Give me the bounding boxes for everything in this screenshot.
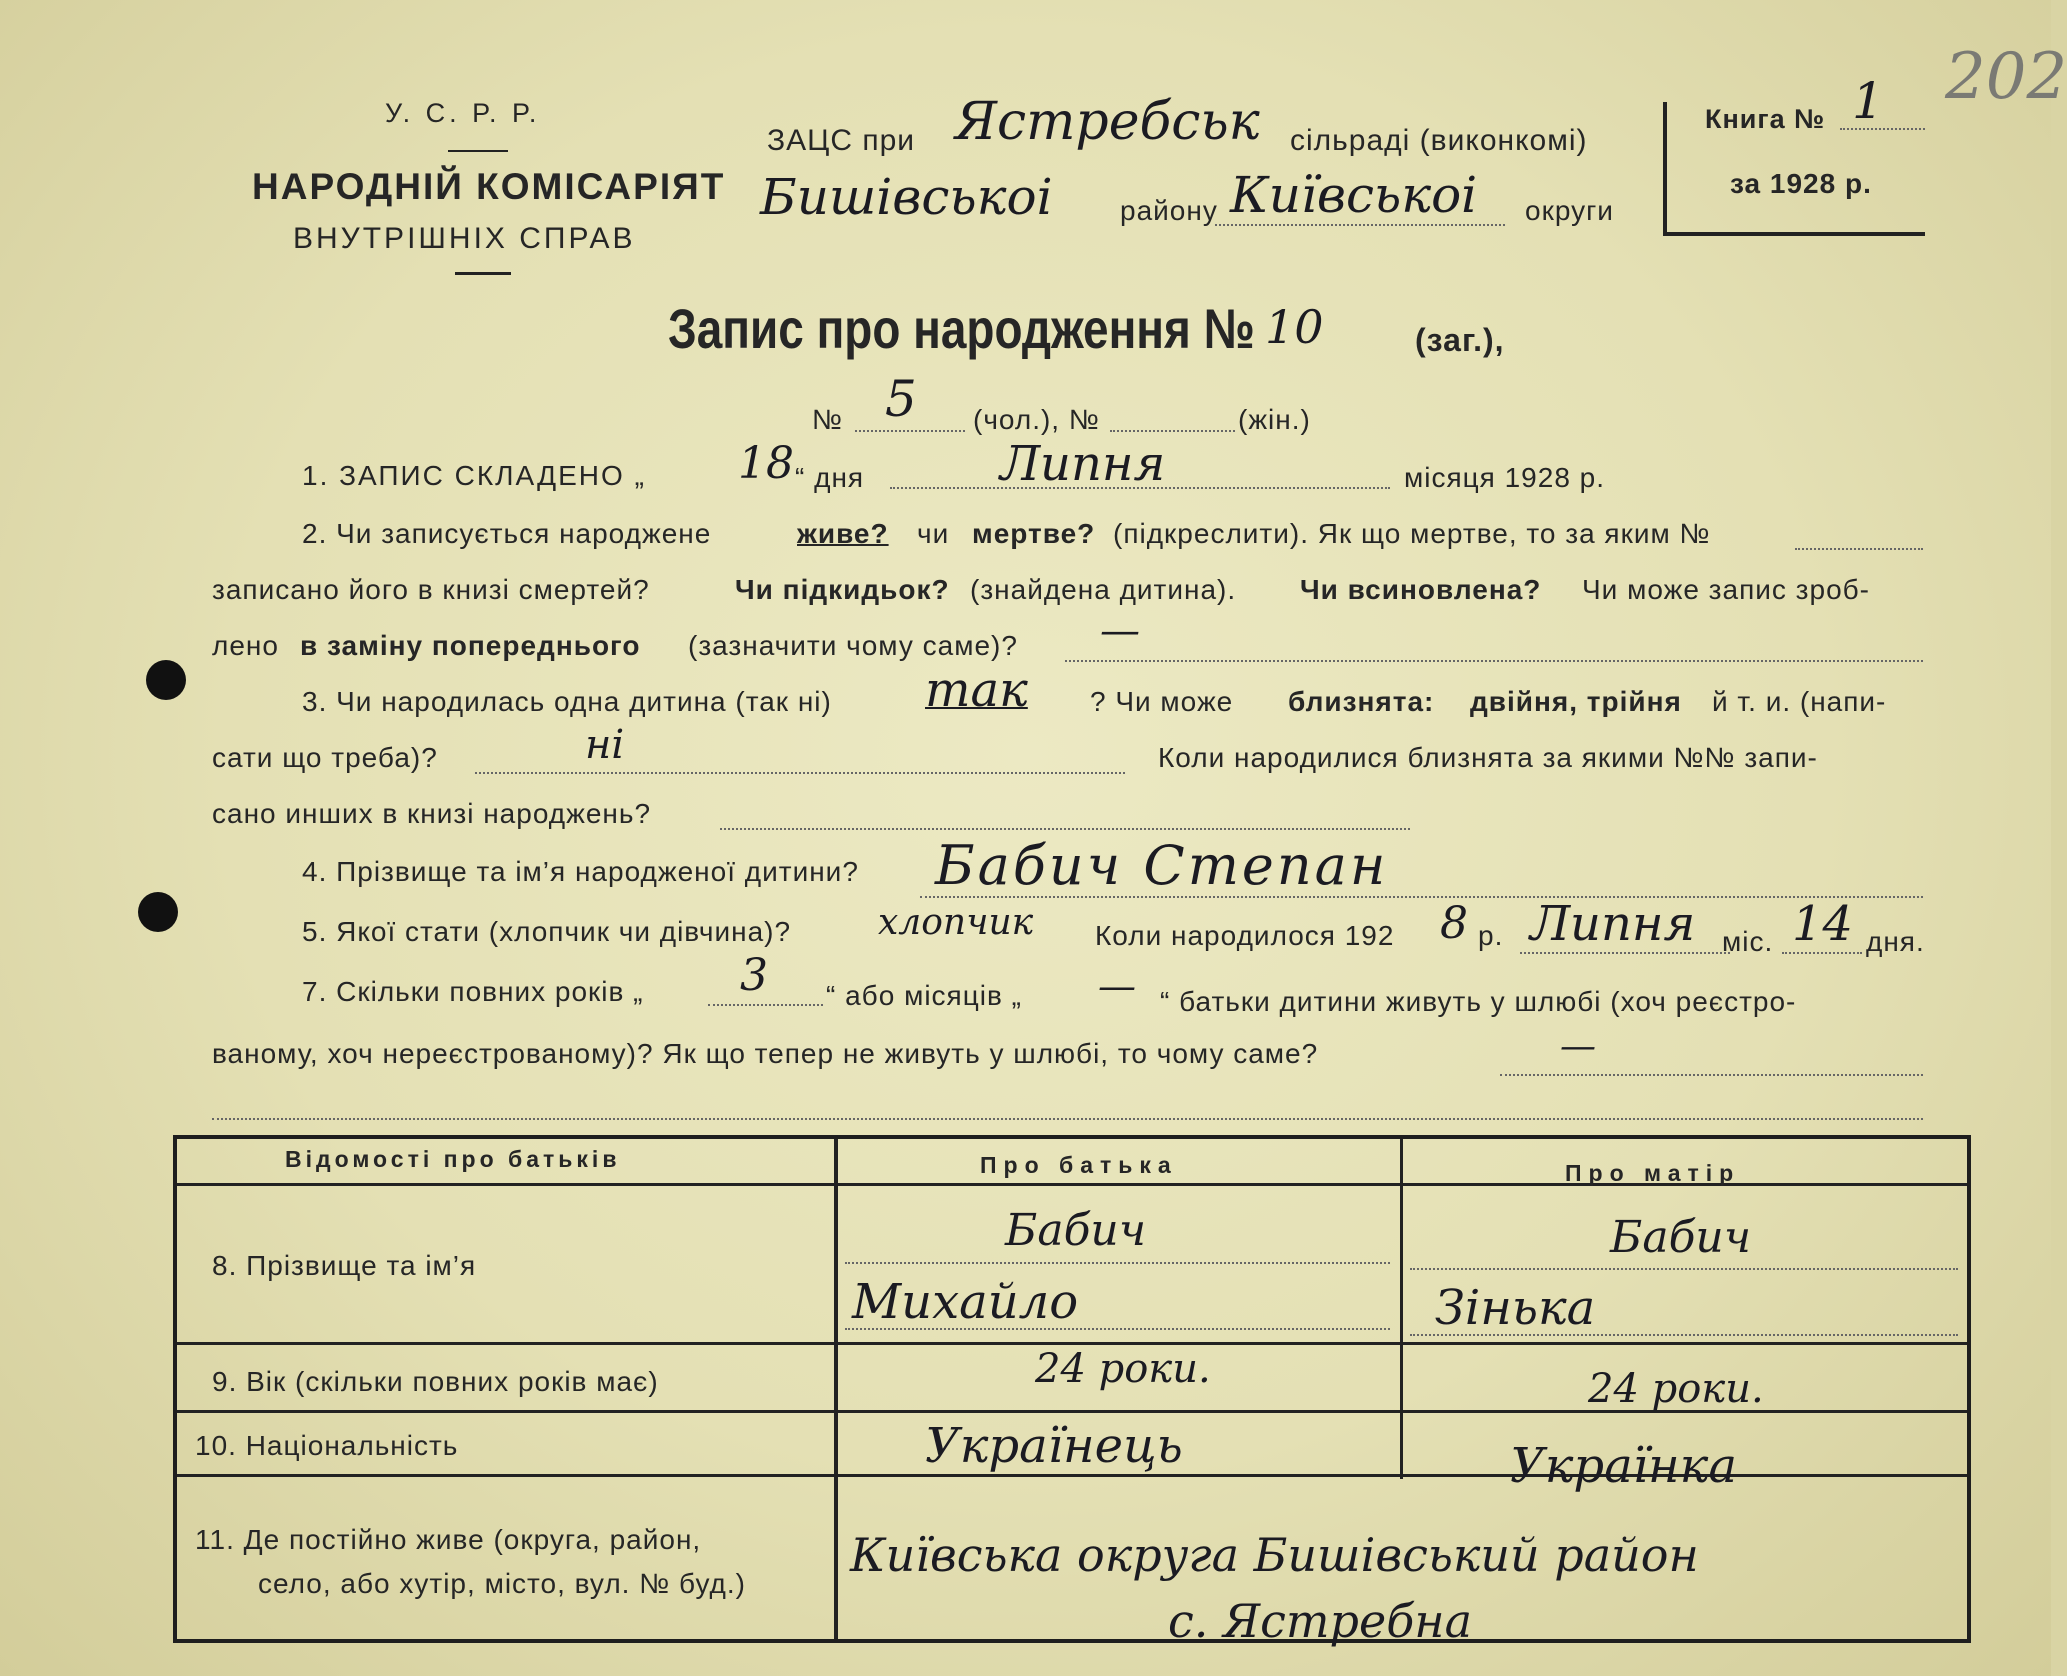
- q5-answer-handwritten: хлопчик: [878, 902, 1034, 943]
- q3-line3: сано инших в книзі народжень?: [212, 798, 652, 829]
- q3-types: двійня, трійня: [1470, 686, 1682, 717]
- q3-line2-b: Коли народилися близнята за якими №№ запи-: [1158, 742, 1818, 773]
- male-number-dots: [855, 430, 965, 432]
- table-col-mother: Про матір: [1565, 1160, 1741, 1186]
- r10-mother-handwritten: Українка: [1510, 1438, 1737, 1494]
- q7-answer-handwritten: —: [1560, 1026, 1596, 1067]
- q7-months-handwritten: —: [1098, 964, 1136, 1008]
- r8-father-surname-handwritten: Бабич: [1005, 1205, 1147, 1256]
- table-row8-line: [177, 1342, 1967, 1345]
- q2-dead: мертве?: [972, 518, 1096, 549]
- r8-mother-dots-1: [1410, 1268, 1958, 1270]
- table-col2-divider: [1400, 1139, 1403, 1479]
- r11-label-1: 11. Де постійно живе (округа, район,: [195, 1524, 702, 1555]
- q7-dots-2: [1500, 1074, 1923, 1076]
- q3-line2-a: сати що треба)?: [212, 742, 438, 773]
- q2-dots-1: [1795, 548, 1923, 550]
- header-divider: [448, 150, 508, 152]
- punch-hole-lower: [138, 892, 178, 932]
- q5-r-label: р.: [1478, 920, 1504, 951]
- table-col1-divider: [834, 1139, 838, 1639]
- q7-months-label: “ або місяців „: [826, 980, 1022, 1011]
- q2-dots-3: [1065, 660, 1923, 662]
- q7-line1-c: “ батьки дитини живуть у шлюбі (хоч реєстро-: [1160, 986, 1797, 1017]
- q4-label: 4. Прізвище та ім’я народженої дитини?: [302, 856, 859, 887]
- q2-foundling: Чи підкидьок?: [735, 574, 950, 605]
- table-col-father: Про батька: [980, 1152, 1178, 1178]
- r8-mother-name-handwritten: Зінька: [1435, 1280, 1596, 1336]
- r8-mother-surname-handwritten: Бабич: [1610, 1212, 1752, 1263]
- record-general-label: (заг.),: [1415, 322, 1505, 358]
- r10-label: 10. Національність: [195, 1430, 459, 1461]
- r11-label-2: село, або хутір, місто, вул. № буд.): [258, 1568, 746, 1599]
- q1-day-label: “ дня: [795, 462, 865, 493]
- zags-label: ЗАЦС при: [767, 124, 916, 157]
- male-number-handwritten: 5: [885, 370, 917, 428]
- r11-address-line1-handwritten: Київська округа Бишівський район: [850, 1528, 1699, 1582]
- q4-answer-handwritten: Бабич Степан: [935, 834, 1389, 897]
- book-box-bottom-border: [1663, 232, 1925, 236]
- corner-number-handwritten: 202: [1945, 40, 2067, 114]
- q5-label: 5. Якої стати (хлопчик чи дівчина)?: [302, 916, 792, 947]
- book-label: Книга №: [1705, 104, 1826, 134]
- female-number-dots: [1110, 430, 1235, 432]
- district-label: району: [1120, 195, 1218, 226]
- q3-twins: близнята:: [1288, 686, 1435, 717]
- q7-label: 7. Скільки повних років „: [302, 976, 644, 1007]
- r9-father-handwritten: 24 роки.: [1035, 1346, 1211, 1392]
- male-label: (чол.), №: [973, 404, 1100, 435]
- q7-line2: ваному, хоч нереєстрованому)? Як що тепер не живуть у шлюбі, то чому саме?: [212, 1038, 1319, 1069]
- r9-label: 9. Вік (скільки повних років має): [212, 1366, 659, 1397]
- q5-dnya-label: дня.: [1866, 926, 1925, 957]
- q3-dots-2: [475, 772, 1125, 774]
- r10-father-handwritten: Українець: [925, 1418, 1183, 1474]
- q7-dots-3: [212, 1118, 1923, 1120]
- book-year: за 1928 р.: [1730, 168, 1872, 199]
- q3-line1-a: 3. Чи народилась одна дитина (так ні): [302, 686, 832, 717]
- punch-hole-upper: [146, 660, 186, 700]
- q7-years-handwritten: 3: [740, 950, 768, 1001]
- internal-affairs-heading: ВНУТРІШНІХ СПРАВ: [293, 222, 636, 255]
- commissariat-heading: НАРОДНІЙ КОМІСАРІЯТ: [252, 166, 726, 207]
- q2-replace: в заміну попереднього: [300, 630, 641, 661]
- q5-month-handwritten: Липня: [1530, 896, 1696, 952]
- q2-adopted: Чи всиновлена?: [1300, 574, 1542, 605]
- okrug-dotted-line: [1215, 224, 1505, 226]
- okrug-label: округи: [1525, 195, 1614, 226]
- q2-line3-a: лено: [212, 630, 279, 661]
- q2-line1-a: 2. Чи записується народжене: [302, 518, 712, 549]
- q3-answer-handwritten: так: [925, 662, 1028, 718]
- q1-suffix: місяця 1928 р.: [1404, 462, 1606, 493]
- record-number-handwritten: 10: [1265, 300, 1324, 354]
- r8-father-dots-1: [845, 1262, 1390, 1264]
- q5-year-handwritten: 8: [1440, 898, 1468, 949]
- r11-address-line2-handwritten: с. Ястребна: [1168, 1594, 1473, 1648]
- q2-alive-underlined: живе?: [797, 518, 889, 549]
- q2-line2-a: записано його в книзі смертей?: [212, 574, 650, 605]
- q3-line1-c: й т. и. (напи-: [1712, 686, 1887, 717]
- district-handwritten: Бишівськоі: [760, 168, 1053, 226]
- header-divider-bottom: [455, 272, 511, 275]
- q3-line1-b: ? Чи може: [1090, 686, 1234, 717]
- q2-line1-b: чи: [917, 518, 950, 549]
- r8-label: 8. Прізвище та ім’я: [212, 1250, 477, 1281]
- q5-born-label: Коли народилося 192: [1095, 920, 1395, 951]
- number-sign: №: [812, 404, 844, 435]
- q5-day-handwritten: 14: [1792, 896, 1854, 952]
- q5-day-dots: [1782, 952, 1862, 954]
- village-council-suffix: сільраді (виконкомі): [1290, 124, 1588, 157]
- q1-day-handwritten: 18: [738, 438, 794, 489]
- q2-line1-c: (підкреслити). Як що мертве, то за яким №: [1113, 518, 1711, 549]
- q2-line2-b: (знайдена дитина).: [970, 574, 1237, 605]
- q5-month-dots: [1520, 952, 1730, 954]
- r8-father-name-handwritten: Михайло: [852, 1274, 1079, 1330]
- book-number-handwritten: 1: [1852, 72, 1884, 130]
- q1-label: 1. ЗАПИС СКЛАДЕНО „: [302, 460, 646, 491]
- okrug-handwritten: Київськоі: [1230, 166, 1478, 224]
- q7-years-dots: [708, 1004, 823, 1006]
- book-box-left-border: [1663, 102, 1667, 234]
- q2-line3-b: (зазначити чому саме)?: [688, 630, 1018, 661]
- q2-line2-c: Чи може запис зроб-: [1582, 574, 1871, 605]
- ussr-heading: У. С. Р. Р.: [385, 98, 541, 128]
- r9-mother-handwritten: 24 роки.: [1588, 1366, 1764, 1412]
- q5-mis-label: міс.: [1722, 926, 1774, 957]
- q3-dots-3: [720, 828, 1410, 830]
- q2-answer-handwritten: —: [1100, 608, 1140, 654]
- table-col-info: Відомості про батьків: [285, 1146, 621, 1172]
- q1-month-handwritten: Липня: [1000, 436, 1166, 492]
- q3-line2-answer-handwritten: ні: [585, 722, 625, 768]
- village-council-handwritten: Ястребськ: [955, 92, 1260, 152]
- record-title: Запис про народження №: [668, 297, 1255, 360]
- female-label: (жін.): [1238, 404, 1311, 435]
